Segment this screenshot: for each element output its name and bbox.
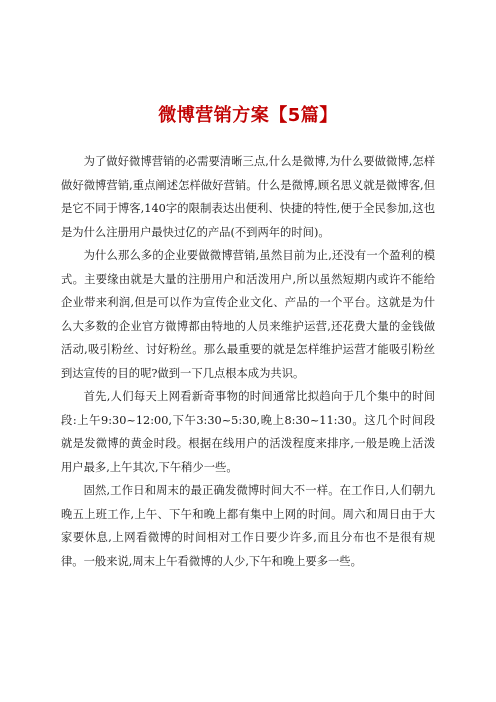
body-paragraph: 为什么那么多的企业要做微博营销,虽然目前为止,还没有一个盈利的模式。主要缘由就是大量的注册用户和活泼用户,所以虽然短期内或许不能给企业带来利润,但是可以作为宣传企业文化、产品的一个平台。这就是为什么大多数的企业官方微博都由特地的人员来维护运营,还花费大量的金钱做活动,吸引粉丝、讨好粉丝。那么最重要的就是怎样维护运营才能吸引粉丝到达宣传的目的呢?做到一下几点根本成为共识。 bbox=[61, 249, 435, 380]
body-paragraph: 固然,工作日和周末的最正确发微博时间大不一样。在工作日,人们朝九晚五上班工作,上午、下午和晚上都有集中上网的时间。周六和周日由于大家要休息,上网看微博的时间相对工作日要少许多,而且分布也不是很有规律。一般来说,周末上午看微博的人少,下午和晚上要多一些。 bbox=[61, 484, 435, 568]
body-paragraph: 首先,人们每天上网看新奇事物的时间通常比拟趋向于几个集中的时间段:上午9:30~12:00,下午3:30~5:30,晚上8:30~11:30。这几个时间段就是发微博的黄金时段。根据在线用户的活泼程度来排序,一般是晚上活泼用户最多,上午其次,下午稍少一些。 bbox=[61, 390, 435, 474]
document-body bbox=[61, 150, 435, 573]
body-paragraph: 为了做好微博营销的必需要清晰三点,什么是微博,为什么要做微博,怎样做好微博营销,重点阐述怎样做好营销。什么是微博,顾名思义就是微博客,但是它不同于博客,140字的限制表达出便利、快捷的特性,便于全民参加,这也是为什么注册用户最快过亿的产品(不到两年的时间)。 bbox=[61, 155, 435, 239]
document-title: 微博营销方案【5篇】 bbox=[158, 105, 338, 126]
